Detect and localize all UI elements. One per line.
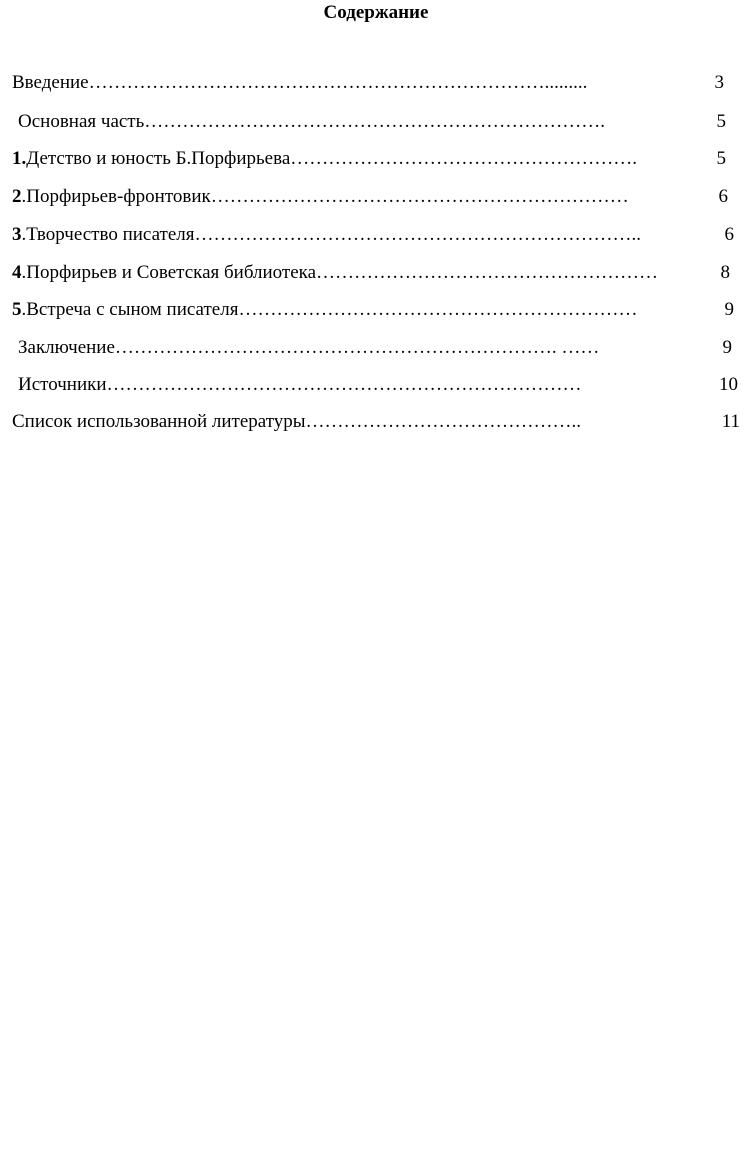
toc-entry-dots: ………………………………………………………	[238, 299, 638, 320]
toc-entry-label: Введение	[12, 72, 89, 93]
toc-entry-separator: .	[21, 262, 27, 283]
toc-entry-label: Встреча с сыном писателя	[26, 299, 239, 320]
toc-entry-page: 8	[720, 262, 730, 283]
toc-entry-library	[12, 262, 730, 284]
toc-entry-dots: ……………………………………..	[305, 411, 582, 432]
toc-entry-dots: ……………………………………………….	[290, 148, 638, 169]
toc-entry-label: Основная часть	[18, 111, 145, 132]
toc-entry-label: Заключение	[18, 337, 115, 358]
toc-entry-dots: ………………………………………………	[316, 262, 659, 283]
toc-entry-childhood	[12, 148, 726, 170]
toc-entry-page: 9	[722, 337, 732, 358]
toc-entry-dots: …………………………………………………………………	[106, 374, 582, 395]
toc-entry-introduction	[12, 72, 724, 94]
toc-entry-label: Порфирьев-фронтовик	[26, 186, 211, 207]
toc-entry-separator: .	[21, 224, 27, 245]
toc-entry-page: 6	[724, 224, 734, 245]
toc-entry-number: 2	[12, 186, 22, 207]
toc-entry-page: 11	[721, 411, 740, 432]
toc-entry-label: Творчество писателя	[26, 224, 195, 245]
toc-entry-meeting	[12, 299, 734, 321]
toc-entry-number: 3	[12, 224, 22, 245]
toc-entry-page: 10	[719, 374, 738, 395]
toc-entry-conclusion	[18, 337, 732, 359]
toc-entry-number: 5	[12, 299, 22, 320]
toc-entry-dots: ……………………………………………………………….	[144, 111, 606, 132]
toc-entry-label: Источники	[18, 374, 107, 395]
toc-entry-page: 3	[714, 72, 724, 93]
toc-entry-number: 1.	[12, 148, 27, 169]
toc-entry-dots: …………………………………………………………	[210, 186, 629, 207]
toc-entry-sources	[18, 374, 738, 396]
toc-entry-dots: ……………………………………………………………..	[194, 224, 641, 245]
toc-entry-front-line	[12, 186, 728, 208]
toc-entry-label: Порфирьев и Советская библиотека	[26, 262, 317, 283]
toc-entry-separator: .	[21, 299, 27, 320]
toc-entry-page: 9	[724, 299, 734, 320]
toc-entry-page: 5	[716, 111, 726, 132]
toc-entry-number: 4	[12, 262, 22, 283]
toc-entry-page: 5	[716, 148, 726, 169]
toc-entry-dots: ……………………………………………………………….........	[88, 72, 588, 93]
toc-entry-bibliography	[12, 411, 740, 433]
toc-entry-label: Детство и юность Б.Порфирьева	[26, 148, 291, 169]
toc-title: Содержание	[323, 2, 429, 23]
toc-entry-main-part	[18, 111, 726, 133]
toc-entry-creativity	[12, 224, 734, 246]
toc-entry-page: 6	[718, 186, 728, 207]
toc-entry-label: Список использованной литературы	[12, 411, 306, 432]
toc-entry-dots: ……………………………………………………………. ……	[114, 337, 600, 358]
toc-entry-separator: .	[21, 186, 27, 207]
